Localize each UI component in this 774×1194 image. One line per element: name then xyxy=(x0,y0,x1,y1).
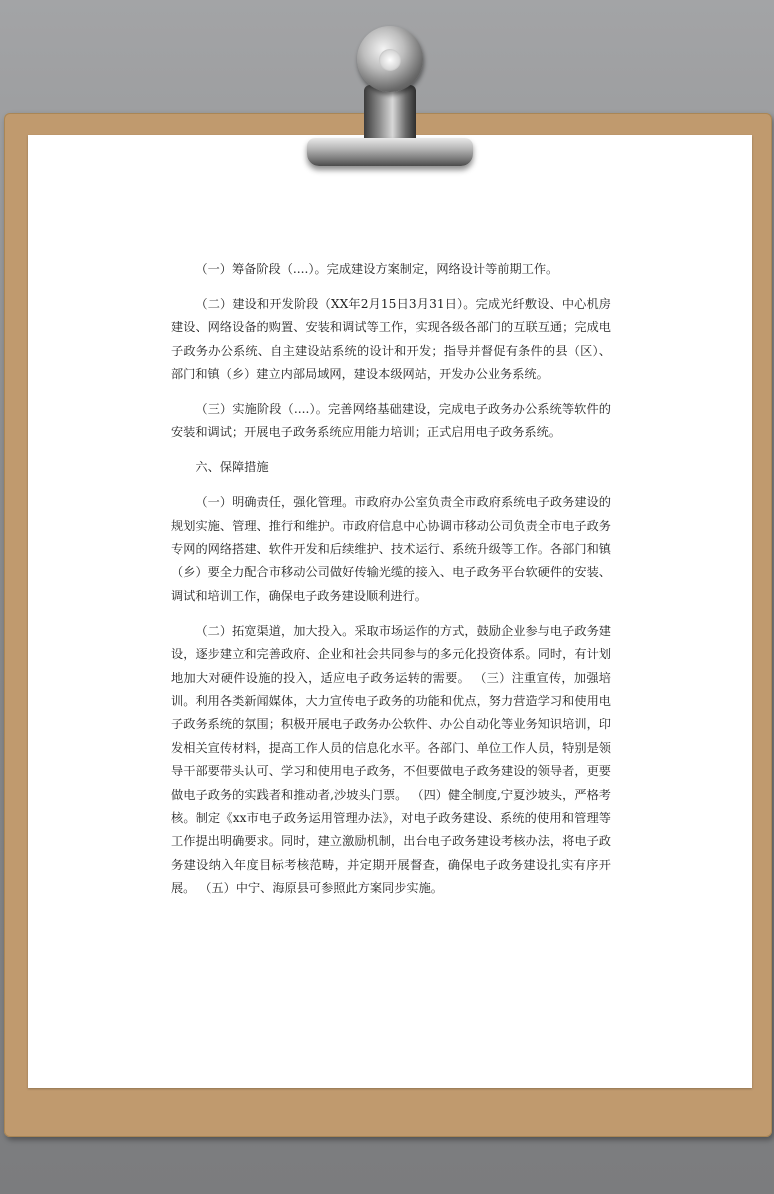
section-heading-safeguards: 六、保障措施 xyxy=(195,460,269,475)
clip-hole xyxy=(379,49,401,71)
paragraph-channels-and-training: （二）拓宽渠道，加大投入。采取市场运作的方式，鼓励企业参与电子政务建设，逐步建立和完善政府、企业和社会共同参与的多元化投资体系。同时，有计划地加大对硬件设施的投入，适应电子政务运转的需要。 （三）注重宣传，加强培训。利用各类新闻媒体，大力宣传电子政务的功能和优点，努力营造学习和使用电子政务系统的氛围；积极开展电子政务办公软件、办公自动化等业务知识培训，印发相关宣传材料，提高工作人员的信息化水平。各部门、单位工作人员，特别是领导干部要带头认可、学习和使用电子政务，不但要做电子政务建设的领导者，更要做电子政务的实践者和推动者,沙坡头门票。 （四）健全制度,宁夏沙坡头，严格考核。制定《xx市电子政务运用管理办法》，对电子政务建设、系统的使用和管理等工作提出明确要求。同时，建立激励机制，出台电子政务建设考核办法，将电子政务建设纳入年度目标考核范畴，并定期开展督查，确保电子政务建设扎实有序开展。 （五）中宁、海原县可参照此方案同步实施。 xyxy=(171,623,611,896)
clip-base xyxy=(307,138,473,166)
document-body xyxy=(171,258,611,912)
paragraph-construction-stage: （二）建设和开发阶段（XX年2月15日3月31日）。完成光纤敷设、中心机房建设、网络设备的购置、安装和调试等工作，实现各级各部门的互联互通；完成电子政务办公系统、自主建设站系统的设计和开发；指导并督促有条件的县（区）、部门和镇（乡）建立内部局域网，建设本级网站，开发办公业务系统。 xyxy=(171,296,611,382)
paragraph-implementation-stage: （三）实施阶段（....）。完善网络基础建设，完成电子政务办公系统等软件的安装和调试；开展电子政务系统应用能力培训；正式启用电子政务系统。 xyxy=(171,402,611,440)
paragraph-preparation-stage: （一）筹备阶段（....）。完成建设方案制定，网络设计等前期工作。 xyxy=(195,262,559,276)
paragraph-responsibility: （一）明确责任，强化管理。市政府办公室负责全市政府系统电子政务建设的规划实施、管理、推行和维护。市政府信息中心协调市移动公司负责全市电子政务专网的网络搭建、软件开发和后续维护、技术运行、系统升级等工作。各部门和镇（乡）要全力配合市移动公司做好传输光缆的接入、电子政务平台软硬件的安装、调试和培训工作，确保电子政务建设顺利进行。 xyxy=(171,495,611,603)
